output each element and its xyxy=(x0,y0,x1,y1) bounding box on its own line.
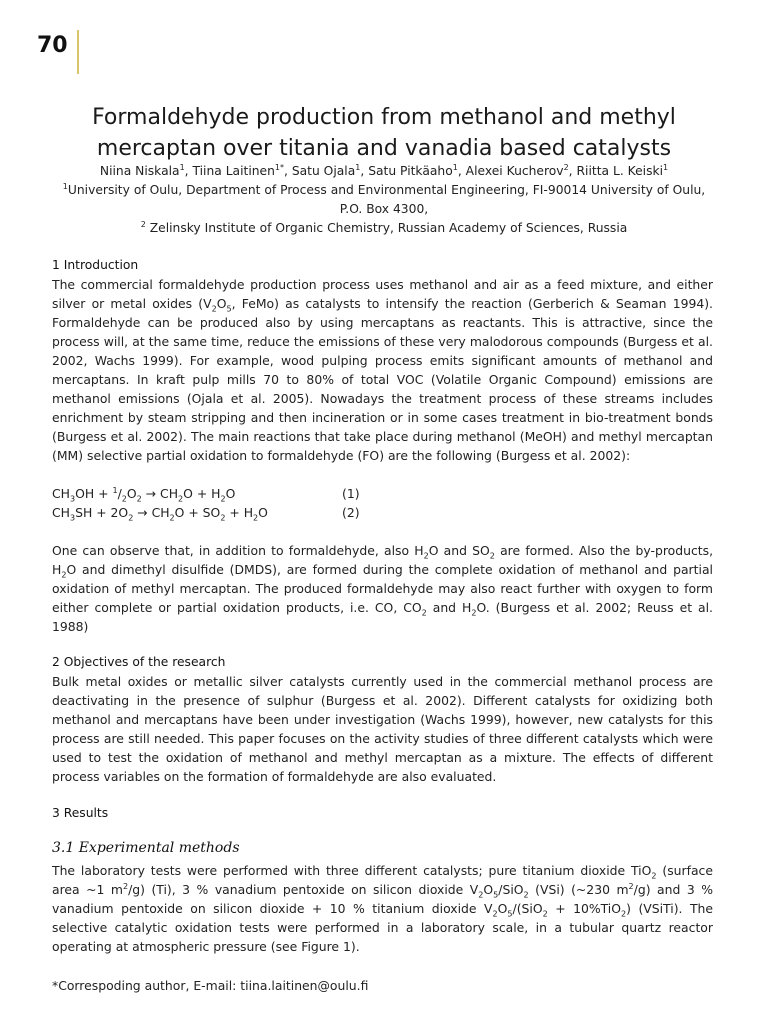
affiliation-2: $^2$ Zelinsky Institute of Organic Chemistry, Russian Academy of Sciences, Russia xyxy=(140,219,628,235)
equation-2: $CH_3SH + 2O_2 \to CH_2O + SO_2 + H_2O$ (2) xyxy=(52,505,360,523)
equation-1: $CH_3OH + ^1/_2O_2 \to CH_2O + H_2O$ (1) xyxy=(52,485,360,504)
objectives-paragraph: Bulk metal oxides or metallic silver catalysts currently used in the commercial methanol process are deactivating in the presence of sulphur (Burgess et al. 2002). Different catalysts for oxidizing both methanol and mercaptans have been under investigation (Wachs 1999), however, new catalysts for this process are still needed. This paper focuses on the activity studies of three different catalysts which were used to test the oxidation of methanol and methyl mercaptan as a mixture. The effects of different process variables on the formation of formaldehyde are also evaluated. xyxy=(52,674,713,784)
intro-paragraph-1: The commercial formaldehyde production process uses methanol and air as a feed mixture, and either silver or metal oxides ($V_2O_5$, FeMo) as catalysts to intensify the reaction (Gerberich & Seaman 1994). Formaldehyde can be produced also by using mercaptans as reactants. This is attractive, since the process will, at the same time, reduce the emissions of these very malodorous compounds (Burgess et al. 2002, Wachs 1999). For example, wood pulping process emits significant amounts of methanol and mercaptans. In kraft pulp mills 70 to 80% of total VOC (Volatile Organic Compound) emissions are methanol emissions (Ojala et al. 2005). Nowadays the treatment process of these streams includes enrichment by steam stripping and then incineration or in some cases treatment in bio-treatment bonds (Burgess et al. 2002). The main reactions that take place during methanol (MeOH) and methyl mercaptan (MM) selective partial oxidation to formaldehyde (FO) are the following (Burgess et al. 2002): xyxy=(52,277,713,463)
footnote-corresponding-author: *Correspoding author, E-mail: tiina.laitinen@oulu.fi xyxy=(52,978,369,993)
subsection-heading-methods: 3.1 Experimental methods xyxy=(52,840,240,856)
page-number: 70 xyxy=(37,33,68,58)
section-heading-introduction: 1 Introduction xyxy=(52,258,139,272)
paper-title xyxy=(40,102,728,164)
title-line-1: Formaldehyde production from methanol and methyl xyxy=(92,105,676,130)
methods-paragraph: The laboratory tests were performed with three different catalysts; pure titanium dioxide TiO$_2$ (surface area ~1 $m^2/g$) (Ti), 3 % vanadium pentoxide on silicon dioxide $V_2O_5/SiO_2$ (VSi) (~230 $m^2/g$) and 3 % vanadium pentoxide on silicon dioxide + 10 % titanium dioxide $V_2O_5/(SiO_2 + 10\%TiO_2)$ (VSiTi). The selective catalytic oxidation tests were performed in a laboratory scale, in a tubular quartz reactor operating at atmospheric pressure (see Figure 1). xyxy=(52,863,713,954)
intro-paragraph-2: One can observe that, in addition to formaldehyde, also $H_2O$ and $SO_2$ are formed. Also the by-products, $H_2O$ and dimethyl disulfide (DMDS), are formed during the complete oxidation of methanol and partial oxidation of methyl mercaptan. The produced formaldehyde may also react further with oxygen to form either complete or partial oxidation products, i.e. CO, $CO_2$ and $H_2O$. (Burgess et al. 2002; Reuss et al. 1988) xyxy=(52,543,714,634)
affiliation-1: $^1$University of Oulu, Department of Process and Environmental Engineering, FI-90014 University of Oulu, P.O. Box 4300, xyxy=(62,181,706,216)
title-line-2: mercaptan over titania and vanadia based catalysts xyxy=(96,136,672,161)
section-heading-objectives: 2 Objectives of the research xyxy=(52,655,226,669)
page-number-divider xyxy=(77,30,79,74)
section-heading-results: 3 Results xyxy=(52,806,109,820)
author-list: Niina Niskala$^1$, Tiina Laitinen$^{1*}$, Satu Ojala$^1$, Satu Pitkäaho$^1$, Alexei Kucherov$^2$, Riitta L. Keiski$^1$ xyxy=(99,162,669,178)
